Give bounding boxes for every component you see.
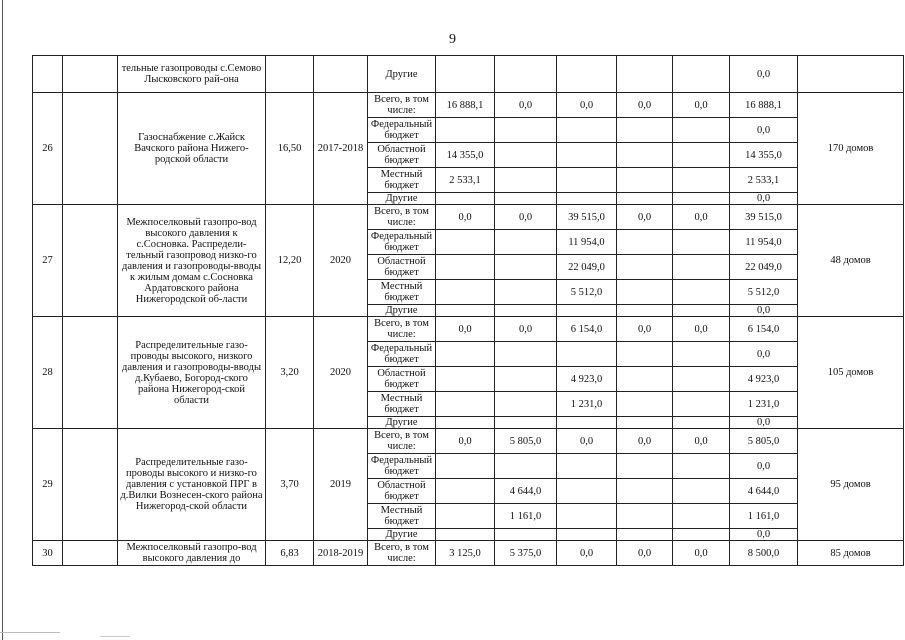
cell-value [617,417,673,429]
cell-length [266,56,314,93]
cell-source: Федеральный бюджет [368,342,436,367]
cell-value [495,342,557,367]
page-number: 9 [449,32,456,47]
cell-total: 0,0 [730,342,798,367]
cell-value [436,255,495,280]
cell-value [673,454,730,479]
cell-value: 0,0 [617,429,673,454]
cell-value: 0,0 [673,429,730,454]
cell-result: 95 домов [798,429,904,541]
cell-value [557,504,617,529]
cell-value [673,417,730,429]
cell-value [673,305,730,317]
cell-value [617,479,673,504]
cell-result: 170 домов [798,93,904,205]
cell-source: Всего, в том числе: [368,541,436,566]
cell-value [673,230,730,255]
cell-value: 5 805,0 [495,429,557,454]
cell-years: 2017-2018 [314,93,368,205]
cell-value [673,479,730,504]
cell-value [673,193,730,205]
table-row [33,205,904,230]
cell-value [557,56,617,93]
cell-years: 2020 [314,317,368,429]
cell-total: 0,0 [730,529,798,541]
cell-value [617,193,673,205]
cell-value [436,479,495,504]
cell-value [673,392,730,417]
cell-total: 11 954,0 [730,230,798,255]
cell-source: Областной бюджет [368,367,436,392]
cell-value [617,168,673,193]
cell-no: 28 [33,317,63,429]
cell-value: 0,0 [617,205,673,230]
cell-value [436,392,495,417]
cell-value [495,529,557,541]
table-row [33,56,904,93]
cell-object: Распределительные газо-проводы высокого и низко-го давления с установкой ПРГ в д.Вилки Вознесен-ского района Нижегород-ской области [118,429,266,541]
cell-value: 39 515,0 [557,205,617,230]
cell-total: 6 154,0 [730,317,798,342]
cell-years: 2018-2019 [314,541,368,566]
cell-value [557,143,617,168]
cell-source: Местный бюджет [368,504,436,529]
cell-value [436,118,495,143]
cell-source: Федеральный бюджет [368,230,436,255]
cell-value [617,454,673,479]
cell-value: 16 888,1 [436,93,495,118]
cell-value [436,417,495,429]
cell-total: 14 355,0 [730,143,798,168]
cell-total: 0,0 [730,305,798,317]
cell-source: Областной бюджет [368,143,436,168]
cell-value [495,118,557,143]
cell-value [495,56,557,93]
table-row [33,317,904,342]
cell-object: Газоснабжение с.Жайск Вачского района Нижего-родской области [118,93,266,205]
cell-source: Всего, в том числе: [368,93,436,118]
cell-no: 27 [33,205,63,317]
cell-source: Областной бюджет [368,255,436,280]
cell-value: 0,0 [673,317,730,342]
cell-value: 0,0 [495,93,557,118]
cell-value [557,454,617,479]
cell-value [617,230,673,255]
cell-value [673,118,730,143]
cell-blank [63,93,118,205]
cell-length: 16,50 [266,93,314,205]
cell-source: Федеральный бюджет [368,454,436,479]
cell-value [673,280,730,305]
cell-value: 0,0 [436,429,495,454]
cell-value [495,280,557,305]
cell-value: 22 049,0 [557,255,617,280]
cell-value [617,143,673,168]
cell-value [673,504,730,529]
cell-value: 1 161,0 [495,504,557,529]
cell-value [495,305,557,317]
cell-blank [63,541,118,566]
cell-value [617,56,673,93]
cell-value: 5 375,0 [495,541,557,566]
cell-total: 0,0 [730,454,798,479]
cell-source: Областной бюджет [368,479,436,504]
cell-value [436,529,495,541]
cell-total: 4 923,0 [730,367,798,392]
cell-value [557,118,617,143]
cell-value: 6 154,0 [557,317,617,342]
cell-value [436,230,495,255]
cell-total: 16 888,1 [730,93,798,118]
cell-blank [63,317,118,429]
cell-value [557,168,617,193]
cell-value: 0,0 [673,93,730,118]
cell-value: 0,0 [673,541,730,566]
cell-value [557,305,617,317]
cell-source: Всего, в том числе: [368,205,436,230]
cell-total: 8 500,0 [730,541,798,566]
cell-total: 39 515,0 [730,205,798,230]
cell-value: 0,0 [557,93,617,118]
cell-value [436,454,495,479]
cell-years: 2019 [314,429,368,541]
cell-result: 85 домов [798,541,904,566]
cell-value: 0,0 [617,541,673,566]
table-row [33,429,904,454]
cell-value [673,56,730,93]
cell-object: Межпоселковый газопро-вод высокого давления до [118,541,266,566]
cell-years: 2020 [314,205,368,317]
cell-object: Межпоселковый газопро-вод высокого давления к с.Сосновка. Распредели-тельный газопровод низко-го давления и газопроводы-вводы к жилым домам с.Сосновка Ардатовского района Нижегородской об-ласти [118,205,266,317]
cell-value [617,392,673,417]
cell-result: 48 домов [798,205,904,317]
cell-total: 0,0 [730,193,798,205]
cell-value [617,342,673,367]
cell-object: тельные газопроводы с.Семово Лысковского рай-она [118,56,266,93]
cell-years [314,56,368,93]
cell-source: Другие [368,529,436,541]
cell-source: Другие [368,417,436,429]
cell-value [617,305,673,317]
cell-total: 0,0 [730,417,798,429]
cell-total: 5 512,0 [730,280,798,305]
cell-value: 11 954,0 [557,230,617,255]
cell-blank [63,429,118,541]
cell-value: 0,0 [436,317,495,342]
cell-total: 1 161,0 [730,504,798,529]
cell-value [673,143,730,168]
cell-value [436,367,495,392]
cell-value [495,392,557,417]
cell-source: Всего, в том числе: [368,317,436,342]
cell-source: Местный бюджет [368,168,436,193]
cell-value [673,168,730,193]
cell-total: 4 644,0 [730,479,798,504]
cell-source: Другие [368,56,436,93]
cell-value: 4 923,0 [557,367,617,392]
cell-value [436,56,495,93]
cell-value [495,230,557,255]
cell-value [557,417,617,429]
cell-value [495,168,557,193]
cell-value [557,479,617,504]
cell-value: 2 533,1 [436,168,495,193]
cell-value [495,143,557,168]
cell-length: 3,70 [266,429,314,541]
investment-table [32,55,904,566]
table-row [33,541,904,566]
cell-blank [63,56,118,93]
cell-source: Другие [368,193,436,205]
cell-result: 105 домов [798,317,904,429]
cell-value [495,367,557,392]
cell-value [673,342,730,367]
cell-value [617,504,673,529]
cell-value: 0,0 [617,317,673,342]
cell-value [557,342,617,367]
cell-value: 0,0 [557,429,617,454]
cell-no [33,56,63,93]
cell-total: 22 049,0 [730,255,798,280]
cell-value: 0,0 [557,541,617,566]
cell-value [495,193,557,205]
cell-total: 5 805,0 [730,429,798,454]
cell-source: Местный бюджет [368,280,436,305]
cell-result [798,56,904,93]
cell-source: Всего, в том числе: [368,429,436,454]
cell-value [673,255,730,280]
cell-total: 1 231,0 [730,392,798,417]
cell-value: 0,0 [673,205,730,230]
cell-value [673,367,730,392]
cell-value [436,504,495,529]
cell-value [617,118,673,143]
cell-value [436,305,495,317]
cell-value [436,280,495,305]
page-edge-line [2,0,3,640]
cell-value: 1 231,0 [557,392,617,417]
table-body [33,56,904,566]
cell-no: 26 [33,93,63,205]
cell-source: Федеральный бюджет [368,118,436,143]
footer-mark [0,632,60,633]
cell-value: 0,0 [436,205,495,230]
cell-total: 2 533,1 [730,168,798,193]
cell-object: Распределительные газо-проводы высокого, низкого давления и газопроводы-вводы д.Кубаево, Богород-ского района Нижегород-ской области [118,317,266,429]
cell-value [617,255,673,280]
cell-value: 0,0 [495,317,557,342]
cell-source: Другие [368,305,436,317]
cell-value: 0,0 [495,205,557,230]
cell-length: 6,83 [266,541,314,566]
table-row [33,93,904,118]
cell-length: 12,20 [266,205,314,317]
cell-value [617,529,673,541]
cell-value [495,255,557,280]
cell-value [557,193,617,205]
cell-blank [63,205,118,317]
cell-value [495,454,557,479]
cell-no: 29 [33,429,63,541]
cell-total: 0,0 [730,118,798,143]
cell-value [617,280,673,305]
cell-source: Местный бюджет [368,392,436,417]
cell-value [673,529,730,541]
cell-value: 0,0 [617,93,673,118]
cell-value: 5 512,0 [557,280,617,305]
cell-value: 14 355,0 [436,143,495,168]
cell-value [557,529,617,541]
cell-total: 0,0 [730,56,798,93]
cell-value [436,342,495,367]
footer-mark [100,636,130,637]
cell-no: 30 [33,541,63,566]
cell-value: 4 644,0 [495,479,557,504]
cell-length: 3,20 [266,317,314,429]
cell-value [617,367,673,392]
cell-value [436,193,495,205]
cell-value: 3 125,0 [436,541,495,566]
cell-value [495,417,557,429]
